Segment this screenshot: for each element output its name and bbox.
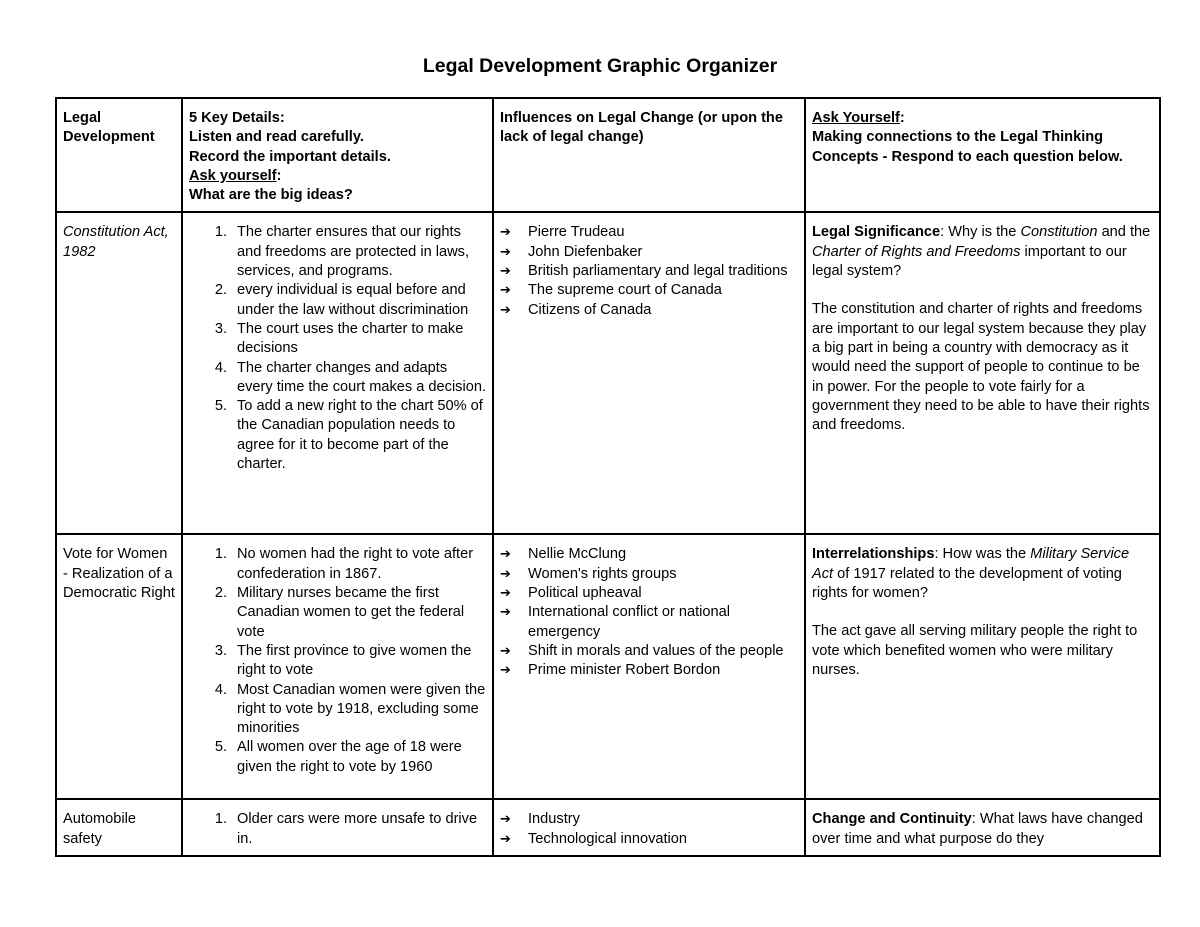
arrow-bullet-icon: ➔ <box>500 605 511 621</box>
detail-item: 1. Older cars were more unsafe to drive in. <box>214 811 478 847</box>
influences-cell <box>493 799 805 856</box>
influence-item: ➔ Shift in morals and values of the people <box>500 642 798 661</box>
detail-item: 3. The court uses the charter to make decisions <box>214 320 464 357</box>
detail-item: 4. The charter changes and adapts every time the court makes a decision. <box>214 359 487 395</box>
table-row <box>56 799 1160 856</box>
table-row <box>56 534 1160 799</box>
arrow-bullet-icon: ➔ <box>500 283 511 299</box>
legal-development-cell: Vote for Women - Realization of a Democratic Right <box>56 534 182 799</box>
influence-item: ➔ Prime minister Robert Bordon <box>500 661 798 680</box>
page-title: Legal Development Graphic Organizer <box>422 55 778 77</box>
legal-development-cell: Constitution Act, 1982 <box>56 212 182 534</box>
influence-item: ➔ Technological innovation <box>500 830 798 849</box>
influence-item: ➔ Political upheaval <box>500 584 798 603</box>
detail-item: 5. All women over the age of 18 were given the right to vote by 1960 <box>214 739 462 775</box>
influence-item: ➔ International conflict or national emergency <box>500 603 798 642</box>
concept-cell <box>805 799 1160 856</box>
detail-item: 1. No women had the right to vote after confederation in 1867. <box>214 546 474 582</box>
detail-item: 1. The charter ensures that our rights and freedoms are protected in laws, services, and programs. <box>214 224 470 280</box>
concept-question: Interrelationships: How was the Military Service Act of 1917 related to the development of voting rights for women? <box>812 546 1130 602</box>
detail-item: 3. The first province to give women the right to vote <box>214 642 472 679</box>
detail-item: 2. Military nurses became the first Canadian women to get the federal vote <box>214 585 465 640</box>
header-key-details: 5 Key Details: Listen and read carefully. Record the important details. Ask yourself: What are the big ideas? <box>182 98 493 212</box>
influence-item: ➔ British parliamentary and legal traditions <box>500 262 798 281</box>
influence-item: ➔ Industry <box>500 810 798 829</box>
concept-cell <box>805 212 1160 534</box>
influence-item: ➔ John Diefenbaker <box>500 243 798 262</box>
header-row <box>56 98 1160 212</box>
legal-development-cell: Automobile safety <box>56 799 182 856</box>
concept-question: Legal Significance: Why is the Constitution and the Charter of Rights and Freedoms important to our legal system? <box>812 224 1151 280</box>
arrow-bullet-icon: ➔ <box>500 547 511 563</box>
influence-item: ➔ Nellie McClung <box>500 545 798 564</box>
influence-item: ➔ The supreme court of Canada <box>500 281 798 300</box>
arrow-bullet-icon: ➔ <box>500 812 511 828</box>
arrow-bullet-icon: ➔ <box>500 663 511 679</box>
arrow-bullet-icon: ➔ <box>500 225 511 241</box>
key-details-cell <box>182 212 493 534</box>
arrow-bullet-icon: ➔ <box>500 264 511 280</box>
concept-answer: The act gave all serving military people the right to vote which benefited women who were military nurses. <box>812 623 1138 678</box>
influence-item: ➔ Women's rights groups <box>500 565 798 584</box>
detail-item: 5. To add a new right to the chart 50% of the Canadian population needs to agree for it to become part of the charter. <box>214 398 483 473</box>
arrow-bullet-icon: ➔ <box>500 244 511 260</box>
influences-cell <box>493 212 805 534</box>
key-details-cell <box>182 534 493 799</box>
header-ask-yourself: Ask Yourself: Making connections to the Legal Thinking Concepts - Respond to each question below. <box>805 98 1160 212</box>
arrow-bullet-icon: ➔ <box>500 831 511 847</box>
concept-answer: The constitution and charter of rights and freedoms are important to our legal system because they play a big part in being a country with democracy as it would need the support of people to continue to be in power. For the people to vote fairly for a government they need to be able to have their rights and freedoms. <box>812 301 1150 434</box>
detail-item: 2. every individual is equal before and under the law without discrimination <box>214 282 469 318</box>
concept-question: Change and Continuity: What laws have changed over time and what purpose do they <box>812 811 1143 847</box>
arrow-bullet-icon: ➔ <box>500 302 511 318</box>
influences-cell <box>493 534 805 799</box>
influence-item: ➔ Pierre Trudeau <box>500 223 798 242</box>
arrow-bullet-icon: ➔ <box>500 586 511 602</box>
key-details-cell <box>182 799 493 856</box>
arrow-bullet-icon: ➔ <box>500 566 511 582</box>
header-influences: Influences on Legal Change (or upon the lack of legal change) <box>493 98 805 212</box>
detail-item: 4. Most Canadian women were given the right to vote by 1918, excluding some minorities <box>214 681 486 737</box>
arrow-bullet-icon: ➔ <box>500 643 511 659</box>
graphic-organizer-table <box>55 97 1161 857</box>
table-row <box>56 212 1160 534</box>
influence-item: ➔ Citizens of Canada <box>500 301 798 320</box>
concept-cell <box>805 534 1160 799</box>
header-legal-development: Legal Development <box>56 98 182 212</box>
